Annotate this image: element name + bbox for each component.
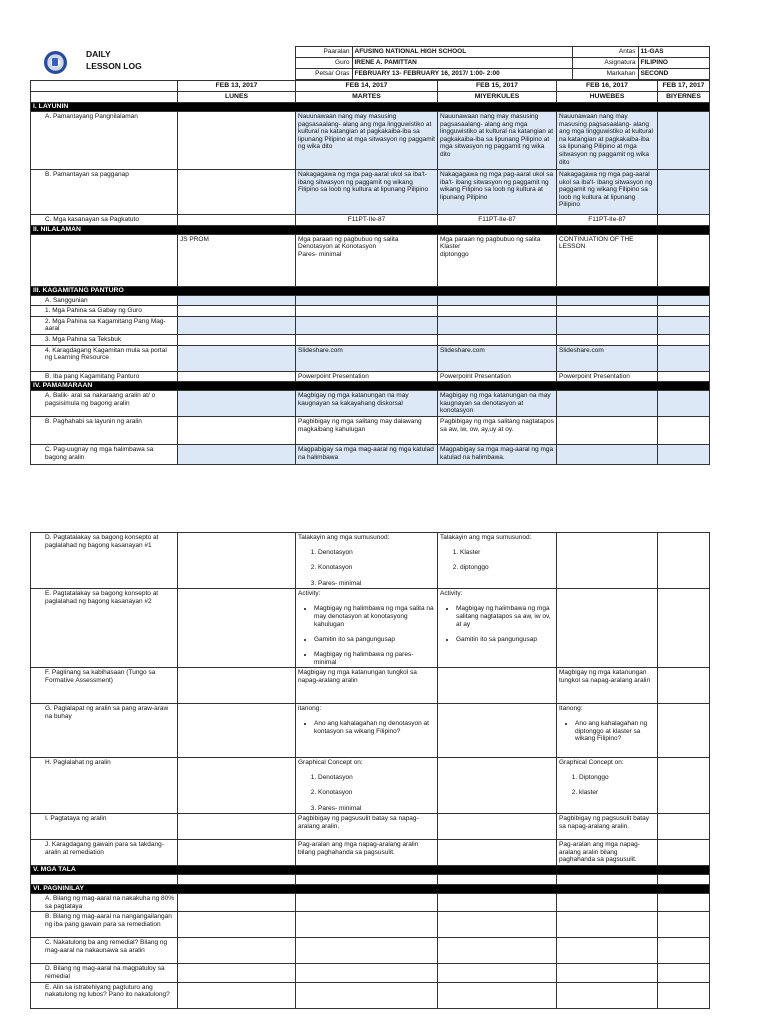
date-mon: FEB 13, 2017 <box>178 81 296 92</box>
list-heading: Talakayin ang mga sumusunod: <box>298 534 390 541</box>
cell-text: Nakagagawa ng mga pag-aaral ukol sa iba't- ibang sitwasyon ng paggamit ng wikang Filipino sa loob ng kultura at lipunang Pilipino <box>438 170 557 215</box>
cell-text: Pag-aralan ang mga napag-aralang aralin bilang paghahanda sa pagsusulit. <box>296 840 438 866</box>
day-fri: BIYERNES <box>658 92 710 103</box>
antas-label: Antas <box>572 47 638 58</box>
markahan-label: Markahan <box>572 69 638 80</box>
date-tue: FEB 14, 2017 <box>296 81 438 92</box>
cell-text: Magbigay ng mga katanungan na may kaugnayan sa kakayahang diskorsal <box>296 391 438 417</box>
cell-text: Magbigay ng mga katanungan tungkol sa napag-aralang aralin <box>557 668 658 704</box>
list-heading: Graphical Concept on: <box>559 759 624 767</box>
row-label-pamantayan-sa-pagganap: B. Pamantayan sa pagganap <box>31 170 178 215</box>
deped-seal-icon <box>44 51 67 74</box>
section-layunin: I. LAYUNIN <box>31 103 710 112</box>
row-label-gabay-ng-guro: 1. Mga Pahina sa Gabay ng Guro <box>31 306 178 317</box>
list-item: 3. Pares- minimal <box>318 805 435 813</box>
competency-code: F11PT-IIe-87 <box>296 215 438 226</box>
cell-list <box>557 704 658 758</box>
cell-text: Powerpoint Presentation <box>557 371 658 382</box>
row-label-pagninilay-b: B. Bilang ng mag-aaral na nangangailangan ng iba pang gawain para sa remediation <box>31 912 178 938</box>
cell-text: Pagbibigay ng pagsusulit batay sa napag-aralang aralin. <box>557 814 658 840</box>
section-mga-tala: V. MGA TALA <box>31 866 710 875</box>
row-label-paghahabi: B. Paghahabi sa layunin ng aralin <box>31 417 178 445</box>
page-2 <box>30 532 709 1009</box>
lesson-table-page-2 <box>30 532 710 1009</box>
list-item: 1. Denotasyon <box>318 549 435 557</box>
markahan-value: SECOND <box>638 69 709 80</box>
cell-list <box>296 533 438 589</box>
cell-list <box>296 704 438 758</box>
list-item: • Gamitin ito sa pangungusap <box>456 636 554 644</box>
date-fri: FEB 17, 2017 <box>658 81 710 92</box>
list-item: 1. Diptonggo <box>579 774 655 782</box>
row-label-paglinang: F. Paglinang sa kabihasaan (Tungo sa Formative Assessment) <box>31 668 178 704</box>
row-label-balik-aral: A. Balik- aral sa nakaraang aralin at/ o pagsisimula ng bagong aralin <box>31 391 178 417</box>
petsa-value: FEBRUARY 13- FEBRUARY 16, 2017/ 1:00- 2:00 <box>352 69 572 80</box>
cell-text: Nauunawaan nang may masusing pagsasaalang- alang ang mga lingguwistiko at kultural na katangian at pagkakaiba-iba sa lipunang Pilipino at mga sitwasyon ng paggamit ng wika dito <box>557 112 658 170</box>
list-item: • Magbigay ng halimbawa ng mga salitang nagtatapos sa aw, iw ov, at ay <box>456 605 554 628</box>
guro-value: IRENE A. PAMITTAN <box>352 58 572 69</box>
dates-row <box>31 81 710 92</box>
section-kagamitang-panturo: III. KAGAMITANG PANTURO <box>31 286 710 295</box>
asignatura-value: FILIPINO <box>638 58 709 69</box>
cell-text: Mga paraan ng pagbubuo ng salita Denotasyon at Konotasyon Pares- minimal <box>296 234 438 286</box>
cell-text: Slideshare.com <box>438 345 557 371</box>
cell-text: Nakagagawa ng mga pag-aaral ukol sa iba't- ibang sitwasyon ng paggamit ng wikang Filipino sa loob ng kultura at lipunang Pilipino <box>557 170 658 215</box>
cell-text: Powerpoint Presentation <box>438 371 557 382</box>
list-item: 2. Konotasyon <box>318 564 435 572</box>
list-item: 2. diptonggo <box>460 564 554 572</box>
list-item: 1. Klaster <box>460 549 554 557</box>
paaralan-value: AFUSING NATIONAL HIGH SCHOOL <box>352 47 572 58</box>
list-heading: Activity: <box>440 590 463 598</box>
lesson-table-page-1 <box>30 80 710 465</box>
row-label-pagninilay-a: A. Bilang ng mag-aaral na nakakuha ng 80% sa pagtataya <box>31 894 178 912</box>
list-item: 2. Konotasyon <box>318 789 435 797</box>
cell-text: Pagbibigay ng mga salitang nagtatapos sa aw, iw, ow, ay,uy at oy. <box>438 417 557 445</box>
section-nilalaman: II. NILALAMAN <box>31 225 710 234</box>
cell-text: Magbigay ng mga katanungan na may kaugnayan sa denotasyon at konotasyon <box>438 391 557 417</box>
days-row <box>31 92 710 103</box>
list-heading: Graphical Concept on: <box>298 759 363 767</box>
list-heading: Talakayin ang mga sumusunod: <box>440 534 532 541</box>
cell-text: Magpabigay sa mga mag-aaral ng mga katulad na halimbawa <box>296 445 438 465</box>
cell-text: Magpabigay sa mga mag-aaral ng mga katulad na halimbawa. <box>438 445 557 465</box>
paaralan-label: Paaralan <box>295 47 352 58</box>
cell-text: Pagbibigay ng mga salitang may dalawang magkaibang kahulugan <box>296 417 438 445</box>
row-label-pamantayang-pangnilalaman: A. Pamantayang Pangnilalaman <box>31 112 178 170</box>
row-label-sanggunian: A. Sanggunian <box>31 295 178 306</box>
guro-label: Guro <box>295 58 352 69</box>
list-item: • Magbigay ng halimbawa ng mga salita na may denotasyon at konotasyong kahulugan <box>314 605 435 628</box>
row-label-pag-uugnay: C. Pag-uugnay ng mga halimbawa sa bagong aralin <box>31 445 178 465</box>
row-label-teksbuk: 3. Mga Pahina sa Teksbuk <box>31 334 178 345</box>
list-heading: Itanong: <box>559 705 583 713</box>
antas-value: 11-GAS <box>638 47 709 58</box>
row-label-kagamitang-pang-mag-aaral: 2. Mga Pahina sa Kagamitang Pang Mag-aaral <box>31 316 178 334</box>
row-label-pagtatalakay-1: D. Pagtatalakay sa bagong konsepto at paglalahad ng bagong kasanayan #1 <box>31 533 178 589</box>
row-label-karagdagang-gawain: J. Karagdagang gawain para sa takdang-aralin at remediation <box>31 840 178 866</box>
page-1 <box>30 46 709 465</box>
cell-list <box>296 589 438 668</box>
list-item: • Ano ang kahalagahan ng diptonggo at klaster sa wikang Filipino? <box>575 720 655 743</box>
day-thu: HUWEBES <box>557 92 658 103</box>
competency-code: F11PT-IIe-87 <box>438 215 557 226</box>
cell-list <box>296 758 438 814</box>
cell-list <box>438 589 557 668</box>
row-label-learning-resource: 4. Karagdagang Kagamitan mula sa portal ng Learning Resource <box>31 345 178 371</box>
competency-code: F11PT-IIe-87 <box>557 215 658 226</box>
asignatura-label: Asignatura <box>572 58 638 69</box>
list-item: • Ano ang kahalagahan ng denotasyon at kontasyon sa wikang Filipino? <box>314 720 435 735</box>
row-label-kasanayan: C. Mga kasanayan sa Pagkatuto <box>31 215 178 226</box>
cell-text: Magbigay ng mga katanungan tungkol sa napag-aralang aralin <box>296 668 438 704</box>
cell-text: Nakagagawa ng mga pag-aaral ukol sa iba't- ibang sitwasyon ng paggamit ng wikang Filipino sa loob ng kultura at lipunang Pilipino <box>296 170 438 215</box>
cell-text: Powerpoint Presentation <box>296 371 438 382</box>
row-label-paglalapat: G. Paglalapat ng aralin sa pang araw-araw na buhay <box>31 704 178 758</box>
list-item: • Magbigay ng halimbawa ng pares- minimal <box>314 651 435 666</box>
list-item: 1. Denotasyon <box>318 774 435 782</box>
list-item: 2. klaster <box>579 789 655 797</box>
title-line-1: DAILY <box>86 48 111 59</box>
row-label-pagninilay-d: D. Bilang ng mag-aaral na magpatuloy sa remedial <box>31 964 178 982</box>
row-label-pagtatalakay-2: E. Pagtatalakay sa bagong konsepto at paglalahad ng bagong kasanayan #2 <box>31 589 178 668</box>
cell-text: CONTINUATION OF THE LESSON <box>557 234 658 286</box>
petsa-label: Petsa/ Oras <box>295 69 352 80</box>
cell-text: Slideshare.com <box>557 345 658 371</box>
cell-text: Pagbibigay ng pagsusulit batay sa napag-aralang aralin. <box>296 814 438 840</box>
cell-list <box>438 533 557 589</box>
day-tue: MARTES <box>296 92 438 103</box>
cell-text: Pag-aralan ang mga napag-aralang aralin bilang paghahanda sa pagsusulit. <box>557 840 658 866</box>
list-heading: itanong: <box>298 705 322 713</box>
row-label-pagtataya: I. Pagtataya ng aralin <box>31 814 178 840</box>
section-pamamaraan: IV. PAMAMARAAN <box>31 382 710 391</box>
cell-text: Mga paraan ng pagbubuo ng salita Klaster diptonggo <box>438 234 557 286</box>
row-label-iba-pang-kagamitan: B. Iba pang Kagamitang Panturo <box>31 371 178 382</box>
day-wed: MIYERKULES <box>438 92 557 103</box>
list-item: • Gamitin ito sa pangungusap <box>314 636 435 644</box>
cell-list <box>557 758 658 814</box>
header-table <box>30 46 710 80</box>
date-thu: FEB 16, 2017 <box>557 81 658 92</box>
list-item: 3. Pares- minimal <box>318 580 435 588</box>
cell-text: Slideshare.com <box>296 345 438 371</box>
list-heading: Activity: <box>298 590 321 598</box>
cell-text: Nauunawaan nang may masusing pagsasaalang- alang ang mga lingguwistiko at kultural na katangian at pagkakaiba-iba sa lipunang Pilipino at mga sitwasyon ng paggamit ng wika dito <box>296 112 438 170</box>
row-label-paglalahat: H. Paglalahat ng aralin <box>31 758 178 814</box>
day-mon: LUNES <box>178 92 296 103</box>
row-label-pagninilay-c: C. Nakatulong ba ang remedial? Bilang ng mag-aaral na nakaunawa sa aralin <box>31 938 178 964</box>
section-pagninilay: VI. PAGNINILAY <box>31 885 710 894</box>
cell-text: JS PROM <box>178 234 296 286</box>
title-line-2: LESSON LOG <box>86 60 142 71</box>
cell-text: Nauunawaan nang may masusing pagsasaalang- alang ang mga lingguwistiko at kultural na katangian at pagkakaiba-iba sa lipunang Pilipino at mga sitwasyon ng paggamit ng wika dito <box>438 112 557 170</box>
row-label-pagninilay-e: E. Alin sa istratehiyang pagtuturo ang nakatulong ng lubos? Pano ito nakatulong? <box>31 982 178 1008</box>
date-wed: FEB 15, 2017 <box>438 81 557 92</box>
